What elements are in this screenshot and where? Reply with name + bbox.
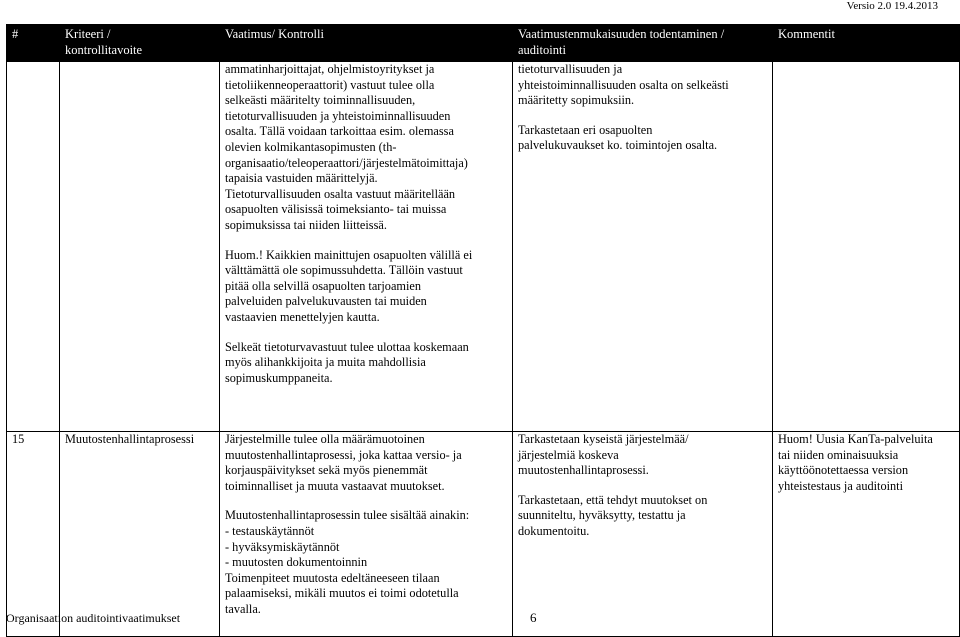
row1-requirement-text-a: ammatinharjoittajat, ohjelmistoyritykset ja tietoliikenneoperaattorit) vastuut tulee olla selkeästi määritelty toiminnallisuuden, tietoturvallisuuden ja yhteistoiminnallisuuden osalta. Tällä voidaan tarkoittaa esim. olemassa olevien kolmikantasopimusten (th- organisaatio/teleoperaattori/järjestelmätoimittaja) tapaisia vastuiden määrittelyjä. Tietoturvallisuuden osalta vastuut määritellään osapuolten välisissä toimeksianto- tai muissa sopimuksissa tai niiden liitteissä. [225,62,468,232]
row2-verification-cell [513,432,773,637]
row2-requirement-cell [220,432,513,637]
row2-comment-text: Huom! Uusia KanTa-palveluita tai niiden ominaisuuksia käyttöönotettaessa version yhteistestaus ja auditointi [778,432,933,493]
version-label: Versio 2.0 19.4.2013 [846,0,938,12]
row1-verification-cell [513,62,773,432]
audit-requirements-table [6,24,960,637]
row2-requirement-text-a: Järjestelmille tulee olla määrämuotoinen muutostenhallintaprosessi, joka kattaa versio- ja korjauspäivitykset sekä myös pienemmät toiminnalliset ja muuta vastaavat muutokset. [225,432,462,493]
footer-document-title: Organisaation auditointivaatimukset [6,611,181,625]
row1-requirement-cell [220,62,513,432]
row2-verification-text-a: Tarkastetaan kyseistä järjestelmää/ järjestelmiä koskeva muutostenhallintaprosessi. [518,432,689,478]
table-row [7,432,960,637]
row2-comment-cell [773,432,960,637]
table-header-row [7,25,960,62]
header-comment: Kommentit [773,25,960,62]
header-number: # [7,25,60,62]
row1-requirement-text-c: Selkeät tietoturvavastuut tulee ulottaa koskemaan myös alihankkijoita ja muita mahdollisia sopimuskumppaneita. [225,339,469,385]
footer-page-number: 6 [530,610,537,625]
header-criterion [60,25,220,62]
row1-requirement-text-b: Huom.! Kaikkien mainittujen osapuolten välillä ei välttämättä ole sopimussuhdetta. Tällöin vastuut pitää olla selvillä osapuolten tarjoamien palveluiden palvelukuvausten tai muiden vastaavien menettelyjen kautta. [225,247,473,324]
header-verification: Vaatimustenmukaisuuden todentaminen / auditointi [513,25,773,62]
row1-comment-cell [773,62,960,432]
row1-number-cell [7,62,60,432]
row1-criterion-cell [60,62,220,432]
table-row [7,62,960,432]
row1-verification-text-b: Tarkastetaan eri osapuolten palvelukuvaukset ko. toimintojen osalta. [518,122,718,153]
header-criterion-text: Kriteeri / kontrollitavoite [65,27,143,57]
row2-number-cell: 15 [7,432,60,637]
row2-verification-text-b: Tarkastetaan, että tehdyt muutokset on suunniteltu, hyväksytty, testattu ja dokumentoitu. [518,492,708,538]
row1-verification-text-a: tietoturvallisuuden ja yhteistoiminnallisuuden osalta on selkeästi määritetty sopimuksiin. [518,62,729,108]
row2-criterion-cell: Muutostenhallintaprosessi [60,432,220,637]
row2-requirement-text-b: Muutostenhallintaprosessin tulee sisältää ainakin: - testauskäytännöt - hyväksymiskäytännöt - muutosten dokumentoinnin Toimenpiteet muutosta edeltäneeseen tilaan palaamiseksi, mikäli muutos ei toimi odotetulla tavalla. [225,508,470,616]
header-requirement: Vaatimus/ Kontrolli [220,25,513,62]
